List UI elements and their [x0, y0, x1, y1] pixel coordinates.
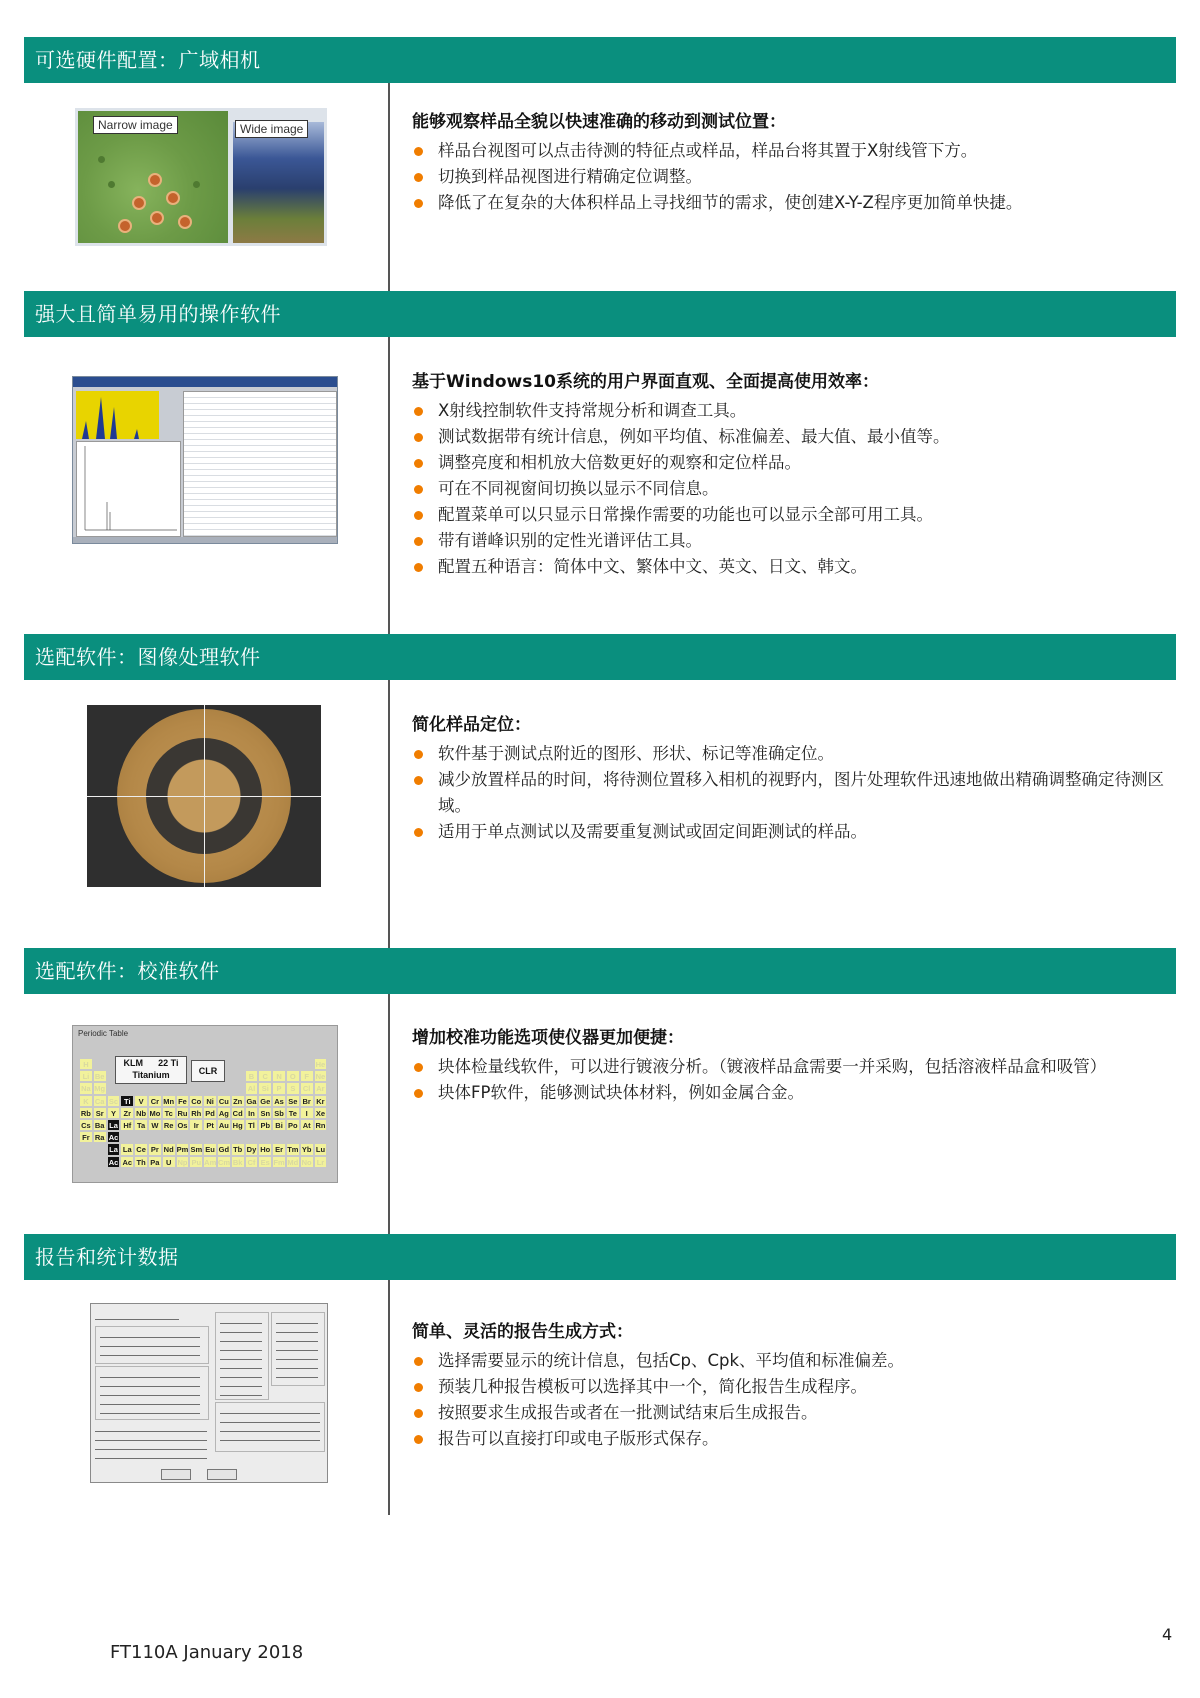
section-title: 基于Windows10系统的用户界面直观、全面提高使用效率： [412, 372, 880, 392]
section-content [412, 367, 1172, 580]
bullet-item: 块体检量线软件，可以进行镀液分析。（镀液样品盒需要一并采购，包括溶液样品盒和吸管） [412, 1054, 1172, 1080]
bullet-list [412, 1054, 1172, 1106]
bullet-list [412, 138, 1172, 216]
footer-text: FT110A January 2018 [110, 1642, 304, 1663]
bullet-item: 可在不同视窗间切换以显示不同信息。 [412, 476, 1172, 502]
section-header-wide-camera: 可选硬件配置：广域相机 [24, 37, 1176, 83]
clr-button[interactable]: CLR [191, 1060, 225, 1082]
wide-image-view [233, 122, 324, 243]
section-content [412, 107, 1172, 216]
bullet-item: 样品台视图可以点击待测的特征点或样品，样品台将其置于X射线管下方。 [412, 138, 1172, 164]
file-save-group [215, 1402, 325, 1452]
element-name: Titanium [132, 1070, 170, 1080]
section-header-report: 报告和统计数据 [24, 1234, 1176, 1280]
bullet-item: 块体FP软件，能够测试块体材料，例如金属合金。 [412, 1080, 1172, 1106]
chart-panel [76, 441, 181, 537]
software-screenshot-image [72, 376, 338, 544]
bullet-item: 调整亮度和相机放大倍数更好的观察和定位样品。 [412, 450, 1172, 476]
section-title: 能够观察样品全貌以快速准确的移动到测试位置： [412, 112, 786, 132]
bullet-item: 配置五种语言：简体中文、繁体中文、英文、日文、韩文。 [412, 554, 1172, 580]
bullet-item: 切换到样品视图进行精确定位调整。 [412, 164, 1172, 190]
page-number: 4 [1162, 1625, 1173, 1644]
section-title: 简化样品定位： [412, 715, 531, 735]
bullet-item: 选择需要显示的统计信息，包括Cp、Cpk、平均值和标准偏差。 [412, 1348, 1172, 1374]
camera-views-image [75, 108, 327, 246]
section-header-software: 强大且简单易用的操作软件 [24, 291, 1176, 337]
periodic-table-image [72, 1025, 338, 1183]
selected-element-box [115, 1056, 187, 1084]
printer-display-group [95, 1366, 209, 1420]
results-table-panel [183, 391, 337, 537]
column-divider [388, 1280, 390, 1515]
periodic-table-title: Periodic Table [78, 1029, 129, 1038]
bullet-list [412, 398, 1172, 580]
bullet-item: 配置菜单可以只显示日常操作需要的功能也可以显示全部可用工具。 [412, 502, 1172, 528]
bullet-item: 降低了在复杂的大体积样品上寻找细节的需求，使创建X-Y-Z程序更加简单快捷。 [412, 190, 1172, 216]
section-header-image-processing: 选配软件：图像处理软件 [24, 634, 1176, 680]
wide-image-label: Wide image [235, 120, 308, 138]
section-content [412, 1023, 1172, 1106]
klm-label: KLM [123, 1058, 144, 1068]
crosshair-vertical [204, 705, 205, 887]
bullet-item: 报告可以直接打印或电子版形式保存。 [412, 1426, 1172, 1452]
section-title: 增加校准功能选项使仪器更加便捷： [412, 1028, 684, 1048]
bullet-item: 减少放置样品的时间，将待测位置移入相机的视野内，图片处理软件迅速地做出精确调整确定待测区域。 [412, 767, 1172, 819]
control-value-group [271, 1312, 325, 1386]
bullet-list [412, 741, 1172, 845]
bullet-item: X射线控制软件支持常规分析和调查工具。 [412, 398, 1172, 424]
column-divider [388, 337, 390, 634]
bullet-item: 带有谱峰识别的定性光谱评估工具。 [412, 528, 1172, 554]
report-dialog-image [90, 1303, 328, 1483]
ok-button[interactable] [161, 1469, 191, 1480]
spectrum-panel [76, 391, 159, 439]
section-title: 简单、灵活的报告生成方式： [412, 1322, 633, 1342]
section-header-calibration: 选配软件：校准软件 [24, 948, 1176, 994]
section-content [412, 710, 1172, 845]
column-divider [388, 83, 390, 293]
bullet-list [412, 1348, 1172, 1452]
element-number: 22 Ti [158, 1058, 179, 1068]
section-content [412, 1317, 1172, 1452]
narrow-image-label: Narrow image [93, 116, 178, 134]
cancel-button[interactable] [207, 1469, 237, 1480]
statistics-group [215, 1312, 269, 1400]
bullet-item: 测试数据带有统计信息，例如平均值、标准偏差、最大值、最小值等。 [412, 424, 1172, 450]
column-divider [388, 994, 390, 1234]
printer-options-group [95, 1326, 209, 1364]
microscope-image [87, 705, 321, 887]
bullet-item: 软件基于测试点附近的图形、形状、标记等准确定位。 [412, 741, 1172, 767]
column-divider [388, 680, 390, 948]
bullet-item: 适用于单点测试以及需要重复测试或固定间距测试的样品。 [412, 819, 1172, 845]
periodic-table-grid: H He Li Be B C N O F Ne Na Mg Al Si P S Cl Ar K Ca Sc Ti V Cr Mn Fe Co Ni Cu Zn Ga Ge As Se Br Kr Rb Sr Y Zr Nb Mo Tc Ru Rh Pd Ag Cd In Sn Sb Te I Xe Cs Ba La Hf Ta W Re Os Ir Pt Au Hg Tl Pb Bi Po At Rn Fr Ra Ac La La Ce Pr Nd Pm Sm Eu Gd Tb Dy Ho Er Tm Yb Lu Ac Ac Th Pa U Np Pu Am Cm Bk Cf Es Fm Md No Lr [80, 1060, 326, 1167]
bullet-item: 按照要求生成报告或者在一批测试结束后生成报告。 [412, 1400, 1172, 1426]
bullet-item: 预装几种报告模板可以选择其中一个，简化报告生成程序。 [412, 1374, 1172, 1400]
